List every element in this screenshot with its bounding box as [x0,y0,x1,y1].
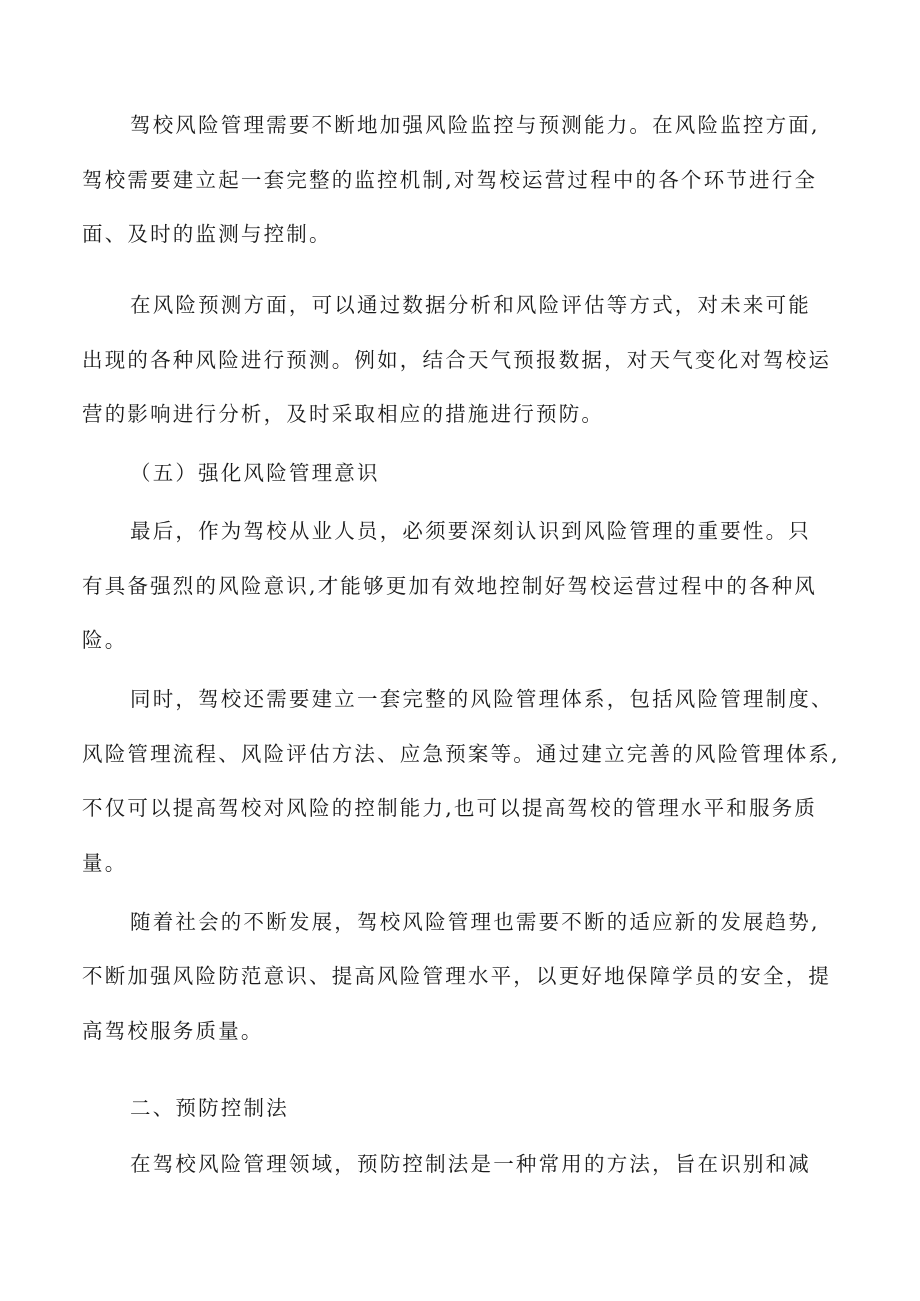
paragraph-1-line-1: 驾校风险管理需要不断地加强风险监控与预测能力。在风险监控方面, [130,113,820,137]
paragraph-6-line-1: 在驾校风险管理领域，预防控制法是一种常用的方法，旨在识别和减 [130,1152,811,1176]
paragraph-3-line-1: 最后，作为驾校从业人员，必须要深刻认识到风险管理的重要性。只 [130,519,811,543]
paragraph-4-line-4: 量。 [82,851,128,875]
paragraph-3-line-3: 险。 [82,628,128,652]
paragraph-3-line-2: 有具备强烈的风险意识,才能够更加有效地控制好驾校运营过程中的各种风 [82,574,818,598]
paragraph-5-line-3: 高驾校服务质量。 [82,1019,264,1043]
section-heading-5: （五）强化风险管理意识 [130,461,380,485]
paragraph-2-line-1: 在风险预测方面，可以通过数据分析和风险评估等方式，对未来可能 [130,293,811,317]
paragraph-2-line-2: 出现的各种风险进行预测。例如，结合天气预报数据，对天气变化对驾校运 [82,348,832,372]
paragraph-4-line-1: 同时，驾校还需要建立一套完整的风险管理体系，包括风险管理制度、 [130,687,834,711]
paragraph-1-line-2: 驾校需要建立起一套完整的监控机制,对驾校运营过程中的各个环节进行全 [82,168,818,192]
paragraph-2-line-3: 营的影响进行分析，及时采取相应的措施进行预防。 [82,402,605,426]
paragraph-5-line-2: 不断加强风险防范意识、提高风险管理水平，以更好地保障学员的安全，提 [82,964,832,988]
paragraph-4-line-3: 不仅可以提高驾校对风险的控制能力,也可以提高驾校的管理水平和服务质 [82,796,818,820]
paragraph-4-line-2: 风险管理流程、风险评估方法、应急预案等。通过建立完善的风险管理体系, [82,742,840,766]
paragraph-5-line-1: 随着社会的不断发展，驾校风险管理也需要不断的适应新的发展趋势, [130,910,820,934]
section-heading-2: 二、预防控制法 [130,1096,289,1120]
paragraph-1-line-3: 面、及时的监测与控制。 [82,222,332,246]
